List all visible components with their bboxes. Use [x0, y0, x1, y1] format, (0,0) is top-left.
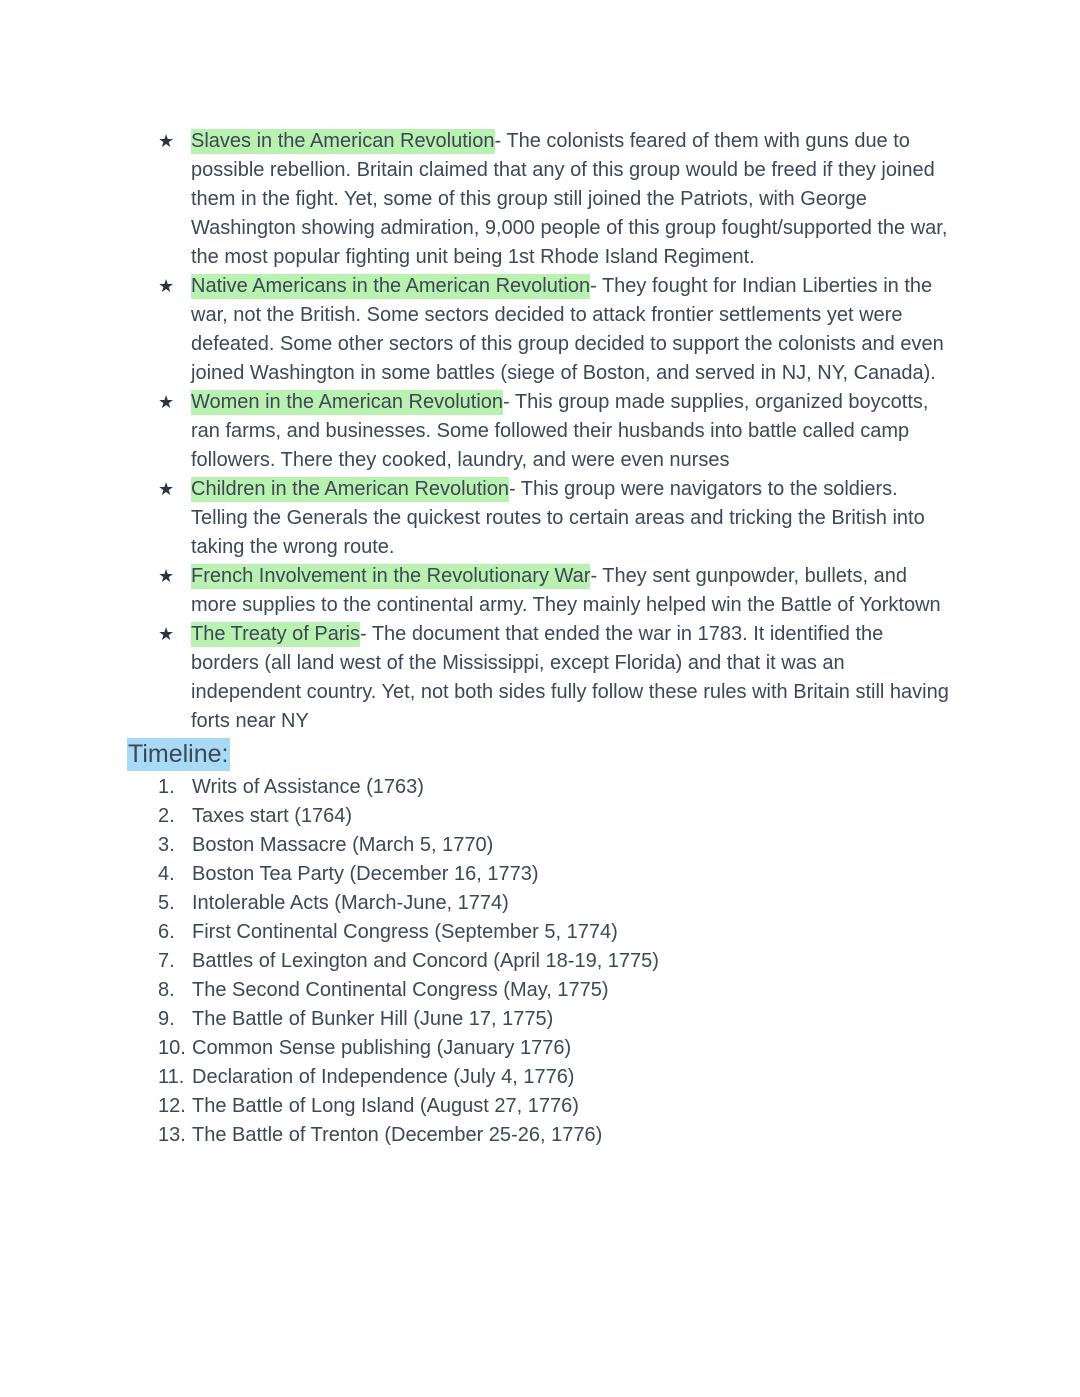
timeline-entry-number: 9.: [158, 1008, 175, 1030]
bullet-text: [191, 562, 952, 620]
timeline-entry: [158, 947, 952, 976]
timeline-entry-text: The Second Continental Congress (May, 1775): [192, 979, 609, 1001]
timeline-entry-text: The Battle of Bunker Hill (June 17, 1775): [192, 1008, 554, 1030]
timeline-entry-text: Boston Tea Party (December 16, 1773): [192, 863, 539, 885]
highlighted-term: Women in the American Revolution: [191, 391, 504, 413]
timeline-heading: [127, 739, 952, 769]
timeline-numbered-list: [127, 773, 952, 1150]
timeline-entry: [158, 860, 952, 889]
timeline-entry-number: 5.: [158, 892, 175, 914]
timeline-entry-text: Declaration of Independence (July 4, 1776): [192, 1066, 575, 1088]
star-bullet-icon: ★: [158, 392, 175, 412]
list-item: [127, 475, 952, 562]
timeline-entry-text: The Battle of Trenton (December 25-26, 1776): [192, 1124, 603, 1146]
topics-bullet-list: [127, 127, 952, 736]
bullet-text: [191, 475, 952, 562]
term-description: - The document that ended the war in 1783. It identified the borders (all land west of the Mississippi, except Florida) and that it was an independent country. Yet, not both sides fully follow these rules with Britain still having forts near NY: [191, 623, 949, 732]
timeline-heading-highlight: Timeline:: [127, 738, 230, 771]
timeline-entry-text: First Continental Congress (September 5, 1774): [192, 921, 618, 943]
timeline-entry: [158, 1034, 952, 1063]
timeline-entry-text: Taxes start (1764): [192, 805, 353, 827]
timeline-entry: [158, 1063, 952, 1092]
highlighted-term: French Involvement in the Revolutionary War: [191, 565, 591, 587]
list-item: [127, 620, 952, 736]
timeline-entry-number: 12.: [158, 1095, 186, 1117]
timeline-entry-text: Boston Massacre (March 5, 1770): [192, 834, 494, 856]
timeline-entry-number: 7.: [158, 950, 175, 972]
timeline-entry-text: Writs of Assistance (1763): [192, 776, 424, 798]
timeline-entry-number: 6.: [158, 921, 175, 943]
bullet-text: [191, 272, 952, 388]
timeline-entry-text: Intolerable Acts (March-June, 1774): [192, 892, 509, 914]
list-item: [127, 562, 952, 620]
star-bullet-icon: ★: [158, 479, 175, 499]
list-item: [127, 388, 952, 475]
list-item: [127, 272, 952, 388]
star-bullet-icon: ★: [158, 276, 175, 296]
term-description: - This group were navigators to the soldiers. Telling the Generals the quickest routes to certain areas and tricking the British into taking the wrong route.: [191, 478, 925, 558]
bullet-text: [191, 127, 952, 272]
timeline-entry-text: Common Sense publishing (January 1776): [192, 1037, 572, 1059]
timeline-entry: [158, 1005, 952, 1034]
timeline-entry-text: The Battle of Long Island (August 27, 1776): [192, 1095, 579, 1117]
timeline-entry-number: 10.: [158, 1037, 186, 1059]
timeline-entry: [158, 773, 952, 802]
highlighted-term: The Treaty of Paris: [191, 623, 360, 645]
timeline-entry: [158, 1121, 952, 1150]
timeline-entry-number: 4.: [158, 863, 175, 885]
term-description: - They fought for Indian Liberties in the war, not the British. Some sectors decided to attack frontier settlements yet were defeated. Some other sectors of this group decided to support the colonists and even joined Washington in some battles (siege of Boston, and served in NJ, NY, Canada).: [191, 275, 944, 384]
star-bullet-icon: ★: [158, 624, 175, 644]
star-bullet-icon: ★: [158, 566, 175, 586]
term-description: - This group made supplies, organized boycotts, ran farms, and businesses. Some followed their husbands into battle called camp followers. There they cooked, laundry, and were even nurses: [191, 391, 929, 471]
timeline-entry-number: 1.: [158, 776, 175, 798]
timeline-entry: [158, 976, 952, 1005]
bullet-text: [191, 620, 952, 736]
timeline-entry: [158, 918, 952, 947]
timeline-entry-number: 3.: [158, 834, 175, 856]
timeline-entry-number: 11.: [158, 1066, 185, 1088]
list-item: [127, 127, 952, 272]
bullet-text: [191, 388, 952, 475]
timeline-entry-number: 8.: [158, 979, 175, 1001]
highlighted-term: Native Americans in the American Revolution: [191, 275, 591, 297]
timeline-entry: [158, 802, 952, 831]
timeline-entry-number: 2.: [158, 805, 175, 827]
highlighted-term: Slaves in the American Revolution: [191, 130, 495, 152]
star-bullet-icon: ★: [158, 131, 175, 151]
timeline-entry: [158, 889, 952, 918]
term-description: - They sent gunpowder, bullets, and more supplies to the continental army. They mainly helped win the Battle of Yorktown: [191, 565, 941, 616]
term-description: - The colonists feared of them with guns due to possible rebellion. Britain claimed that any of this group would be freed if they joined them in the fight. Yet, some of this group still joined the Patriots, with George Washington showing admiration, 9,000 people of this group fought/supported the war, the most popular fighting unit being 1st Rhode Island Regiment.: [191, 130, 948, 268]
timeline-entry: [158, 831, 952, 860]
timeline-entry-text: Battles of Lexington and Concord (April 18-19, 1775): [192, 950, 659, 972]
timeline-entry-number: 13.: [158, 1124, 186, 1146]
timeline-entry: [158, 1092, 952, 1121]
highlighted-term: Children in the American Revolution: [191, 478, 509, 500]
